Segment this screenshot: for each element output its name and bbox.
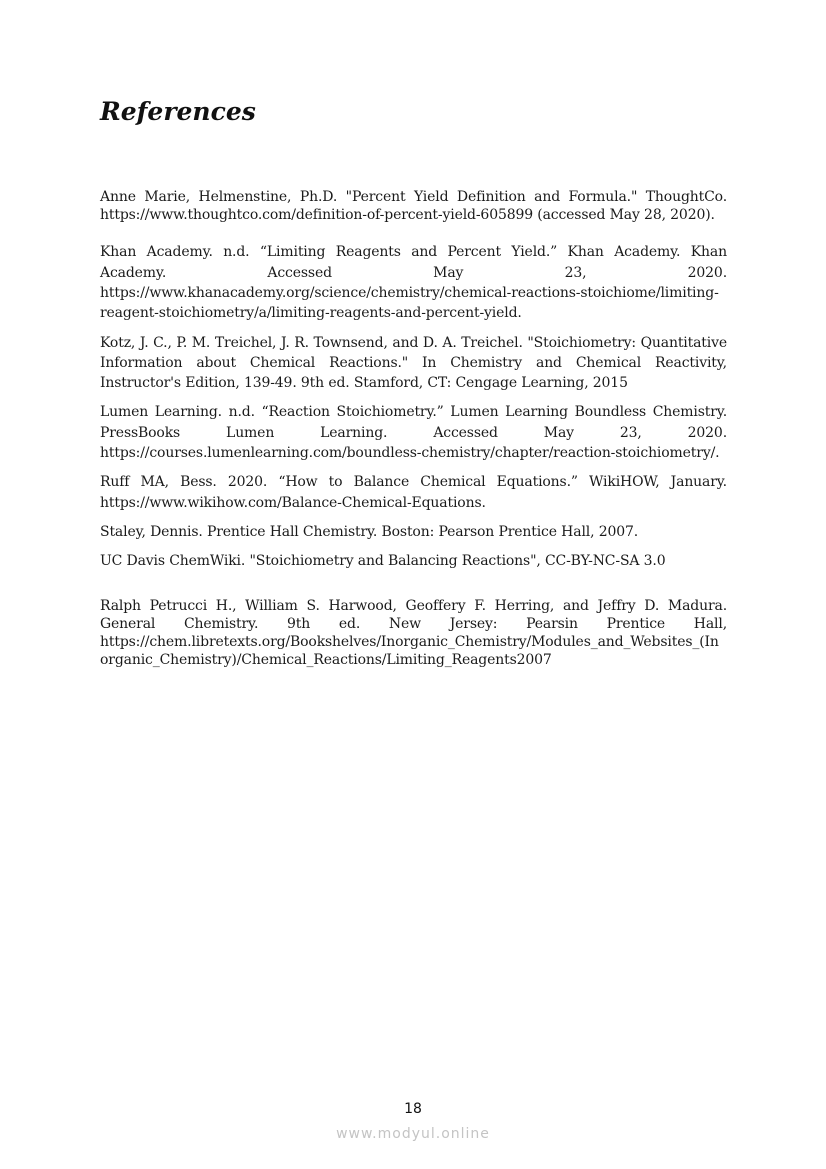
reference-item: UC Davis ChemWiki. "Stoichiometry and Balancing Reactions", CC-BY-NC-SA 3.0 — [100, 553, 666, 570]
reference-item: Anne Marie, Helmenstine, Ph.D. "Percent Yield Definition and Formula." ThoughtCo. https://www.thoughtco.com/definition-of-percent-yield-605899 (accessed May 28, 2020). — [100, 189, 727, 224]
page-title: References — [100, 97, 256, 126]
watermark: www.modyul.online — [336, 1126, 490, 1142]
reference-list — [100, 188, 727, 669]
page-number: 18 — [404, 1101, 422, 1117]
reference-item: Khan Academy. n.d. “Limiting Reagents and Percent Yield.” Khan Academy. Khan Academy. Accessed May 23, 2020. https://www.khanacademy.org/science/chemistry/chemical-reactions-stoichiome/limiting-reagent-stoichiometry/a/limiting-reagents-and-percent-yield. — [100, 244, 727, 322]
reference-item: Staley, Dennis. Prentice Hall Chemistry. Boston: Pearson Prentice Hall, 2007. — [100, 523, 639, 540]
reference-item: Ruff MA, Bess. 2020. “How to Balance Chemical Equations.” WikiHOW, January. https://www.wikihow.com/Balance-Chemical-Equations. — [100, 474, 727, 511]
reference-item: Ralph Petrucci H., William S. Harwood, Geoffery F. Herring, and Jeffry D. Madura. General Chemistry. 9th ed. New Jersey: Pearsin Prentice Hall, https://chem.libretexts.org/Bookshelves/Inorganic_Chemistry/Modules_and_Websites_(Inorganic_Chemistry)/Chemical_Reactions/Limiting_Reagents2007 — [100, 597, 727, 669]
reference-item: Lumen Learning. n.d. “Reaction Stoichiometry.” Lumen Learning Boundless Chemistry. PressBooks Lumen Learning. Accessed May 23, 2020. https://courses.lumenlearning.com/boundless-chemistry/chapter/reaction-stoichiometry/. — [100, 404, 727, 462]
reference-item: Kotz, J. C., P. M. Treichel, J. R. Townsend, and D. A. Treichel. "Stoichiometry: Quantitative Information about Chemical Reactions." In Chemistry and Chemical Reactivity, Instructor's Edition, 139-49. 9th ed. Stamford, CT: Cengage Learning, 2015 — [100, 334, 727, 392]
